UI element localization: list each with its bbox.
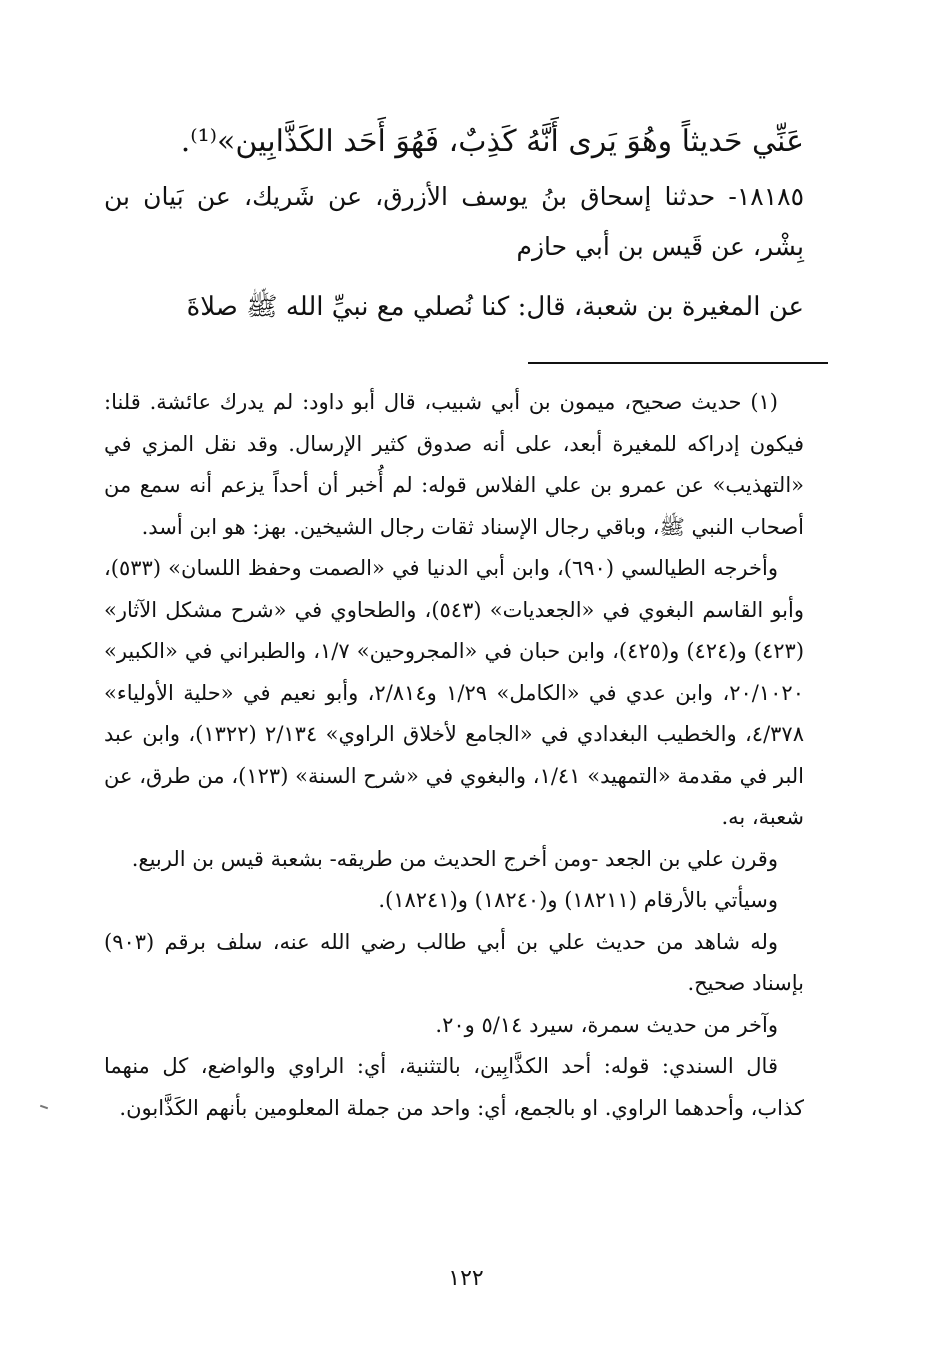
footnote-paragraph: وقرن علي بن الجعد -ومن أخرج الحديث من طريقه- بشعبة قيس بن الربيع. <box>131 846 778 871</box>
footnote-paragraph: وله شاهد من حديث علي بن أبي طالب رضي الله عنه، سلف برقم (٩٠٣) بإسناد صحيح. <box>104 929 804 995</box>
footnote-paragraph: وسيأتي بالأرقام (١٨٢١١) و(١٨٢٤٠) و(١٨٢٤١). <box>378 888 778 912</box>
main-text-line: عن المغيرة بن شعبة، قال: كنا نُصلي مع نبيِّ الله ﷺ صلاةَ <box>186 292 804 322</box>
page-number: ١٢٢ <box>448 1266 484 1291</box>
footnote-paragraph: وآخر من حديث سمرة، سيرد ٥/١٤ و٢٠. <box>435 1012 778 1037</box>
footnote-paragraph: (١) حديث صحيح، ميمون بن أبي شبيب، قال أبو داود: لم يدرك عائشة. قلنا: فيكون إدراكه للمغيرة أبعد، على أنه صدوق كثير الإرسال. وقد نقل المزي في «التهذيب» عن عمرو بن علي الفلاس قوله: لم أُخبر أن أحداً يزعم أنه سمع من أصحاب النبي ﷺ، وباقي رجال الإسناد ثقات رجال الشيخين. بهز: هو ابن أسد. <box>104 390 804 539</box>
main-text-line: عَنِّي حَديثاً وهُوَ يَرى أَنَّهُ كَذِبٌ، فَهُوَ أَحَد الكَذَّابِين»⁽¹⁾. <box>180 124 804 159</box>
footnote-paragraph: قال السندي: قوله: أحد الكذَّابِين، بالتثنية، أي: الراوي والواضع، كل منهما كذاب، وأحدهما الراوي. او بالجمع، أي: واحد من جملة المعلومين بأنهم الكَذَّابون. <box>104 1054 804 1120</box>
footnotes <box>104 382 804 1129</box>
hadith-text: - حدثنا إسحاق بنُ يوسف الأزرق، عن شَريك، عن بَيان بن بِشْر، عن قَيس بن أبي حازم <box>104 182 804 261</box>
hadith-number: ١٨١٨٥ <box>736 182 804 211</box>
footnote-separator <box>528 362 828 364</box>
footnote-paragraph: وأخرجه الطيالسي (٦٩٠)، وابن أبي الدنيا في «الصمت وحفظ اللسان» (٥٣٣)، وأبو القاسم البغوي في «الجعديات» (٥٤٣)، والطحاوي في «شرح مشكل الآثار» (٤٢٣) و(٤٢٤) و(٤٢٥)، وابن حبان في «المجروحين» ١/٧، والطبراني في «الكبير» ٢٠/١٠٢٠، وابن عدي في «الكامل» ١/٢٩ و٢/٨١٤، وأبو نعيم في «حلية الأولياء» ٤/٣٧٨، والخطيب البغدادي في «الجامع لأخلاق الراوي» ٢/١٣٤ (١٣٢٢)، وابن عبد البر في مقدمة «التمهيد» ١/٤١، والبغوي في «شرح السنة» (١٢٣)، من طرق، عن شعبة، به. <box>104 556 805 829</box>
scan-mark <box>40 1105 48 1110</box>
hadith-paragraph <box>104 172 804 272</box>
main-text <box>104 118 804 332</box>
